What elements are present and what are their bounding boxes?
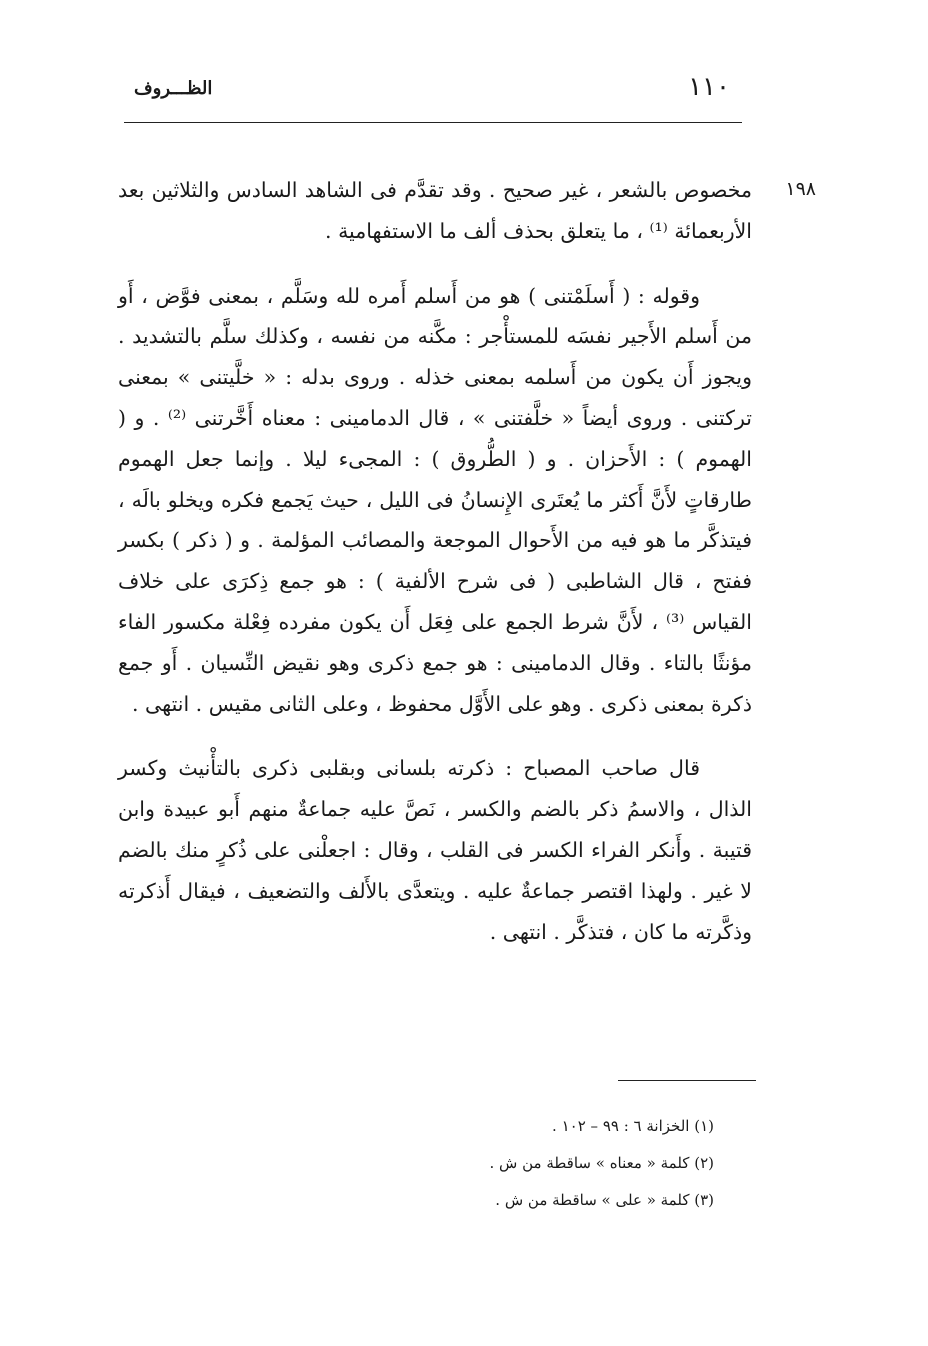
running-title: الظـــروف xyxy=(134,78,213,99)
footnotes xyxy=(254,1108,714,1219)
footnote-1: (١) الخزانة ٦ : ٩٩ – ١٠٢ . xyxy=(552,1117,714,1135)
header-divider xyxy=(124,122,742,123)
footnote-3: (٣) كلمة « على » ساقطة من ش . xyxy=(495,1191,714,1209)
paragraph-3: قال صاحب المصباح : ذكرته بلسانى وبقلبى ذكرى بالتأْنيث وكسر الذال ، والاسمُ ذكر بالضم والكسر ، نَصَّ عليه جماعةٌ منهم أَبو عبيدة وابن قتيبة . وأَنكر الفراء الكسر فى القلب ، وقال : اجعلْنى على ذُكرٍ منك بالضم لا غير . ولهذا اقتصر جماعةٌ عليه . ويتعدَّى بالأَلف والتضعيف ، فيقال أَذكرته وذكَّرته ما كان ، فتذكَّر . انتهى . xyxy=(118,756,752,944)
page-number: ١١٠ xyxy=(688,72,730,102)
running-head xyxy=(120,72,750,112)
entry-number: ١٩٨ xyxy=(785,178,816,200)
paragraph-1: مخصوص بالشعر ، غير صحيح . وقد تقدَّم فى الشاهد السادس والثلاثين بعد الأربعمائة ⁽¹⁾ ، ما يتعلق بحذف ألف ما الاستفهامية . xyxy=(118,178,752,243)
footnote-2: (٢) كلمة « معناه » ساقطة من ش . xyxy=(489,1154,714,1172)
paragraph-2: وقوله : ( أَسلَمْتنى ) هو من أَسلم أَمره لله وسَلَّم ، بمعنى فوَّض ، أَو من أَسلم الأَجير نفسَه للمستأْجر : مكَّنه من نفسه ، وكذلك سلَّم بالتشديد . ويجوز أَن يكون من أَسلمه بمعنى خذله . وروى بدله : « خلَّيتنى » بمعنى تركتنى . وروى أيضاً « خلَّفتنى » ، قال الدمامينى : معناه أَخَّرتنى ⁽²⁾ . و ( الهموم ) : الأَحزان . و ( الطُّروق ) : المجىء ليلا . وإنما جعل الهموم طارقاتٍ لأَنَّ أَكثر ما يُعتَرى الإِنسانُ فى الليل ، حيث يَجمع فكره ويخلو بالَه ، فيتذكَّر ما هو فيه من الأَحوال الموجعة والمصائب المؤلمة . و ( ذكر ) بكسر ففتح ، قال الشاطبى ( فى شرح الألفية ) : هو جمع ذِكرَى على خلاف القياس ⁽³⁾ ، لأَنَّ شرط الجمع على فِعَل أَن يكون مفرده فِعْلة مكسور الفاء مؤنثًا بالتاء . وقال الدمامينى : هو جمع ذكرى وهو نقيض النِّسيان . أَو جمع ذكرة بمعنى ذكرى . وهو على الأَوَّل محفوظ ، وعلى الثانى مقيس . انتهى . xyxy=(118,283,753,716)
main-text xyxy=(118,170,752,952)
footnote-divider xyxy=(618,1080,756,1081)
